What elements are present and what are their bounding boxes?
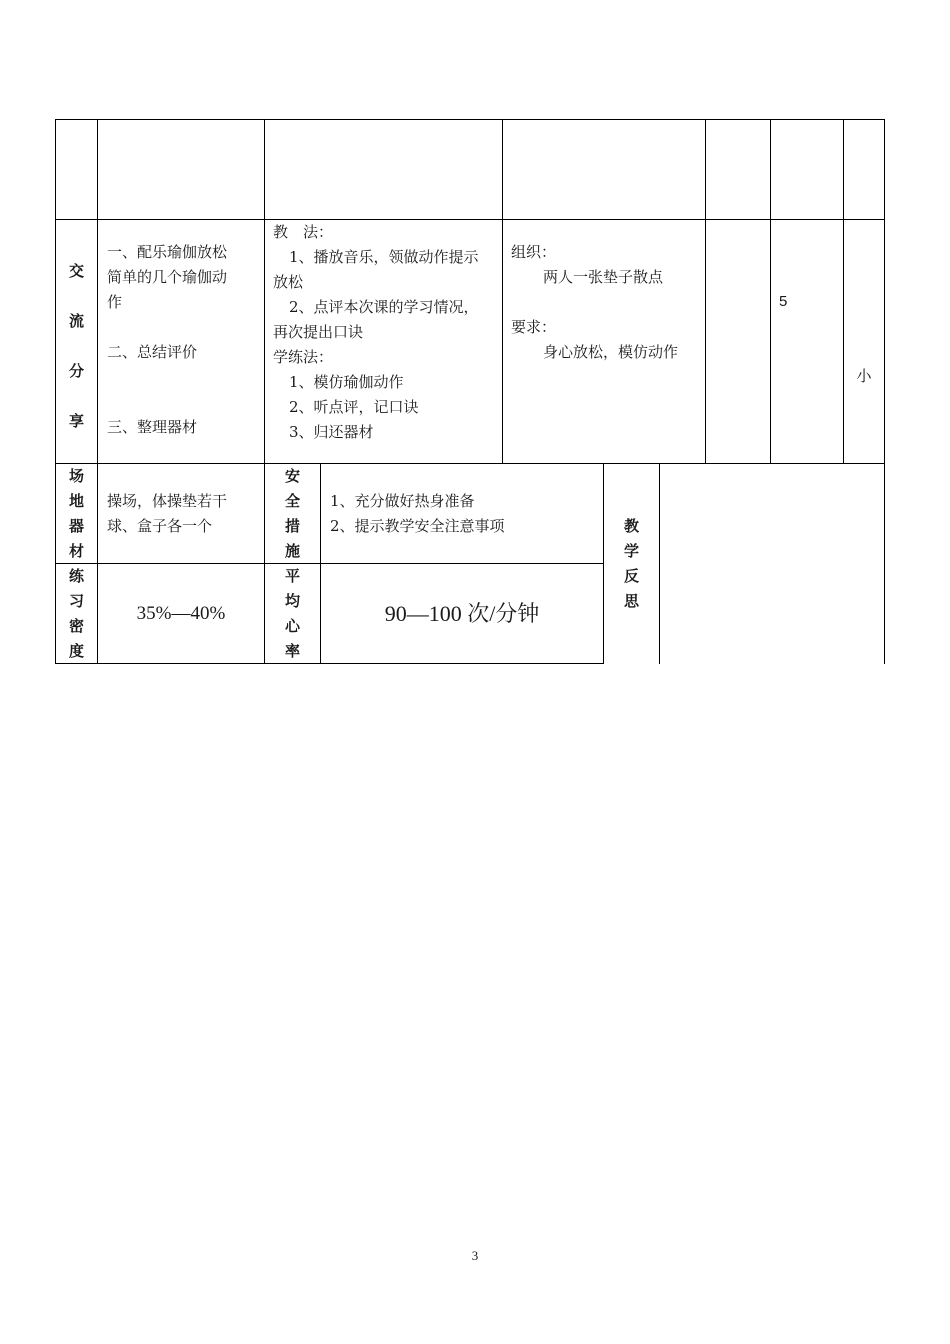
safety-measures: 1、充分做好热身准备 2、提示教学安全注意事项: [330, 492, 505, 535]
safety-label: 安 全 措 施: [284, 467, 300, 560]
section-label-exchange: 交 流 分 享: [68, 262, 84, 430]
equipment-text: 操场，体操垫若干 球、盒子各一个: [107, 492, 228, 535]
reflection-label: 教 学 反 思: [623, 517, 639, 610]
organization-requirements: 组织： 两人一张垫子散点 要求： 身心放松，模仿动作: [511, 243, 679, 361]
teaching-methods: 教 法： 1、播放音乐，领做动作提示 放松 2、点评本次课的学习情况， 再次提出口诀 学练法： 1、模仿瑜伽动作 2、听点评，记口诀 3、归还器材: [273, 223, 479, 441]
equipment-label: 场 地 器 材: [68, 467, 84, 560]
exchange-content: 一、配乐瑜伽放松 简单的几个瑜伽动 作 二、总结评价 三、整理器材: [107, 243, 228, 436]
heart-rate-label: 平 均 心 率: [284, 567, 300, 660]
density-value: 35%—40%: [136, 603, 226, 624]
intensity-value: 小: [856, 367, 872, 385]
heart-rate-value: 90—100 次/分钟: [384, 601, 540, 626]
time-value: 5: [779, 293, 788, 310]
density-label: 练 习 密 度: [68, 567, 84, 660]
page-number: 3: [471, 1248, 479, 1263]
